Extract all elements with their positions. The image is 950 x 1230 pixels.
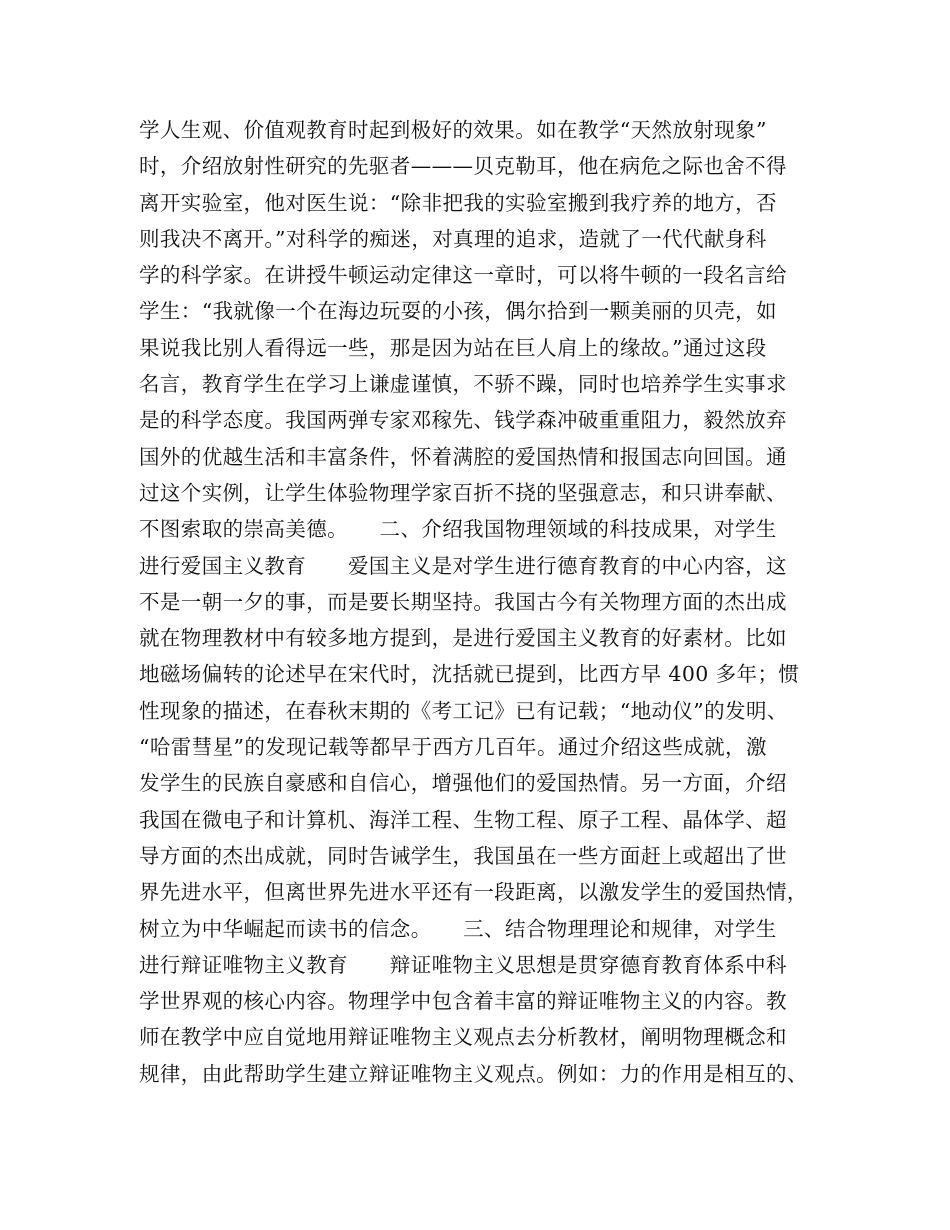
text-line: 进行辩证唯物主义教育 辩证唯物主义思想是贯穿德育教育体系中科 (139, 952, 787, 977)
text-line: 我国在微电子和计算机、海洋工程、生物工程、原子工程、晶体学、超 (139, 807, 787, 832)
text-line: 果说我比别人看得远一些，那是因为站在巨人肩上的缘故。”通过这段 (139, 335, 767, 360)
text-line: 规律，由此帮助学生建立辩证唯物主义观点。例如：力的作用是相互的、 (139, 1061, 808, 1086)
text-line: 学人生观、价值观教育时起到极好的效果。如在教学“天然放射现象” (139, 118, 767, 142)
text-line: 离开实验室，他对医生说：“除非把我的实验室搬到我疗养的地方，否 (139, 190, 777, 215)
text-line: 性现象的描述，在春秋末期的《考工记》已有记载；“地动仪”的发明、 (139, 698, 788, 723)
text-line: 界先进水平，但离世界先进水平还有一段距离，以激发学生的爱国热情， (139, 880, 808, 905)
text-line: 发学生的民族自豪感和自信心，增强他们的爱国热情。另一方面，介绍 (139, 771, 787, 796)
body-text (139, 112, 829, 1092)
text-line: 导方面的杰出成就，同时告诫学生，我国虽在一些方面赶上或超出了世 (139, 843, 787, 868)
text-line: 学的科学家。在讲授牛顿运动定律这一章时，可以将牛顿的一段名言给 (139, 263, 787, 288)
text-line: 不图索取的崇高美德。 二、介绍我国物理领域的科技成果，对学生 (139, 517, 777, 542)
text-line: 国外的优越生活和丰富条件，怀着满腔的爱国热情和报国志向回国。通 (139, 444, 787, 469)
text-line: 名言，教育学生在学习上谦虚谨慎，不骄不躁，同时也培养学生实事求 (139, 372, 787, 397)
text-line: 师在教学中应自觉地用辩证唯物主义观点去分析教材，阐明物理概念和 (139, 1025, 787, 1050)
text-line: 学生：“我就像一个在海边玩耍的小孩，偶尔拾到一颗美丽的贝壳，如 (139, 299, 777, 324)
text-line: 不是一朝一夕的事，而是要长期坚持。我国古今有关物理方面的杰出成 (139, 589, 787, 614)
text-line: 时，介绍放射性研究的先驱者———贝克勒耳，他在病危之际也舍不得 (139, 154, 787, 179)
text-line: “哈雷彗星”的发现记载等都早于西方几百年。通过介绍这些成就，激 (139, 735, 767, 760)
text-line: 是的科学态度。我国两弹专家邓稼先、钱学森冲破重重阻力，毅然放弃 (139, 408, 787, 433)
text-line: 过这个实例，让学生体验物理学家百折不挠的坚强意志，和只讲奉献、 (139, 480, 787, 505)
text-line: 学世界观的核心内容。物理学中包含着丰富的辩证唯物主义的内容。教 (139, 989, 787, 1014)
text-line: 进行爱国主义教育 爱国主义是对学生进行德育教育的中心内容，这 (139, 553, 787, 578)
text-line: 树立为中华崛起而读书的信念。 三、结合物理理论和规律，对学生 (139, 916, 777, 941)
text-line: 则我决不离开。”对科学的痴迷，对真理的追求，造就了一代代献身科 (139, 226, 767, 251)
text-line: 地磁场偏转的论述早在宋代时，沈括就已提到，比西方早 400 多年；惯 (139, 662, 800, 687)
text-line: 就在物理教材中有较多地方提到，是进行爱国主义教育的好素材。比如 (139, 626, 787, 651)
